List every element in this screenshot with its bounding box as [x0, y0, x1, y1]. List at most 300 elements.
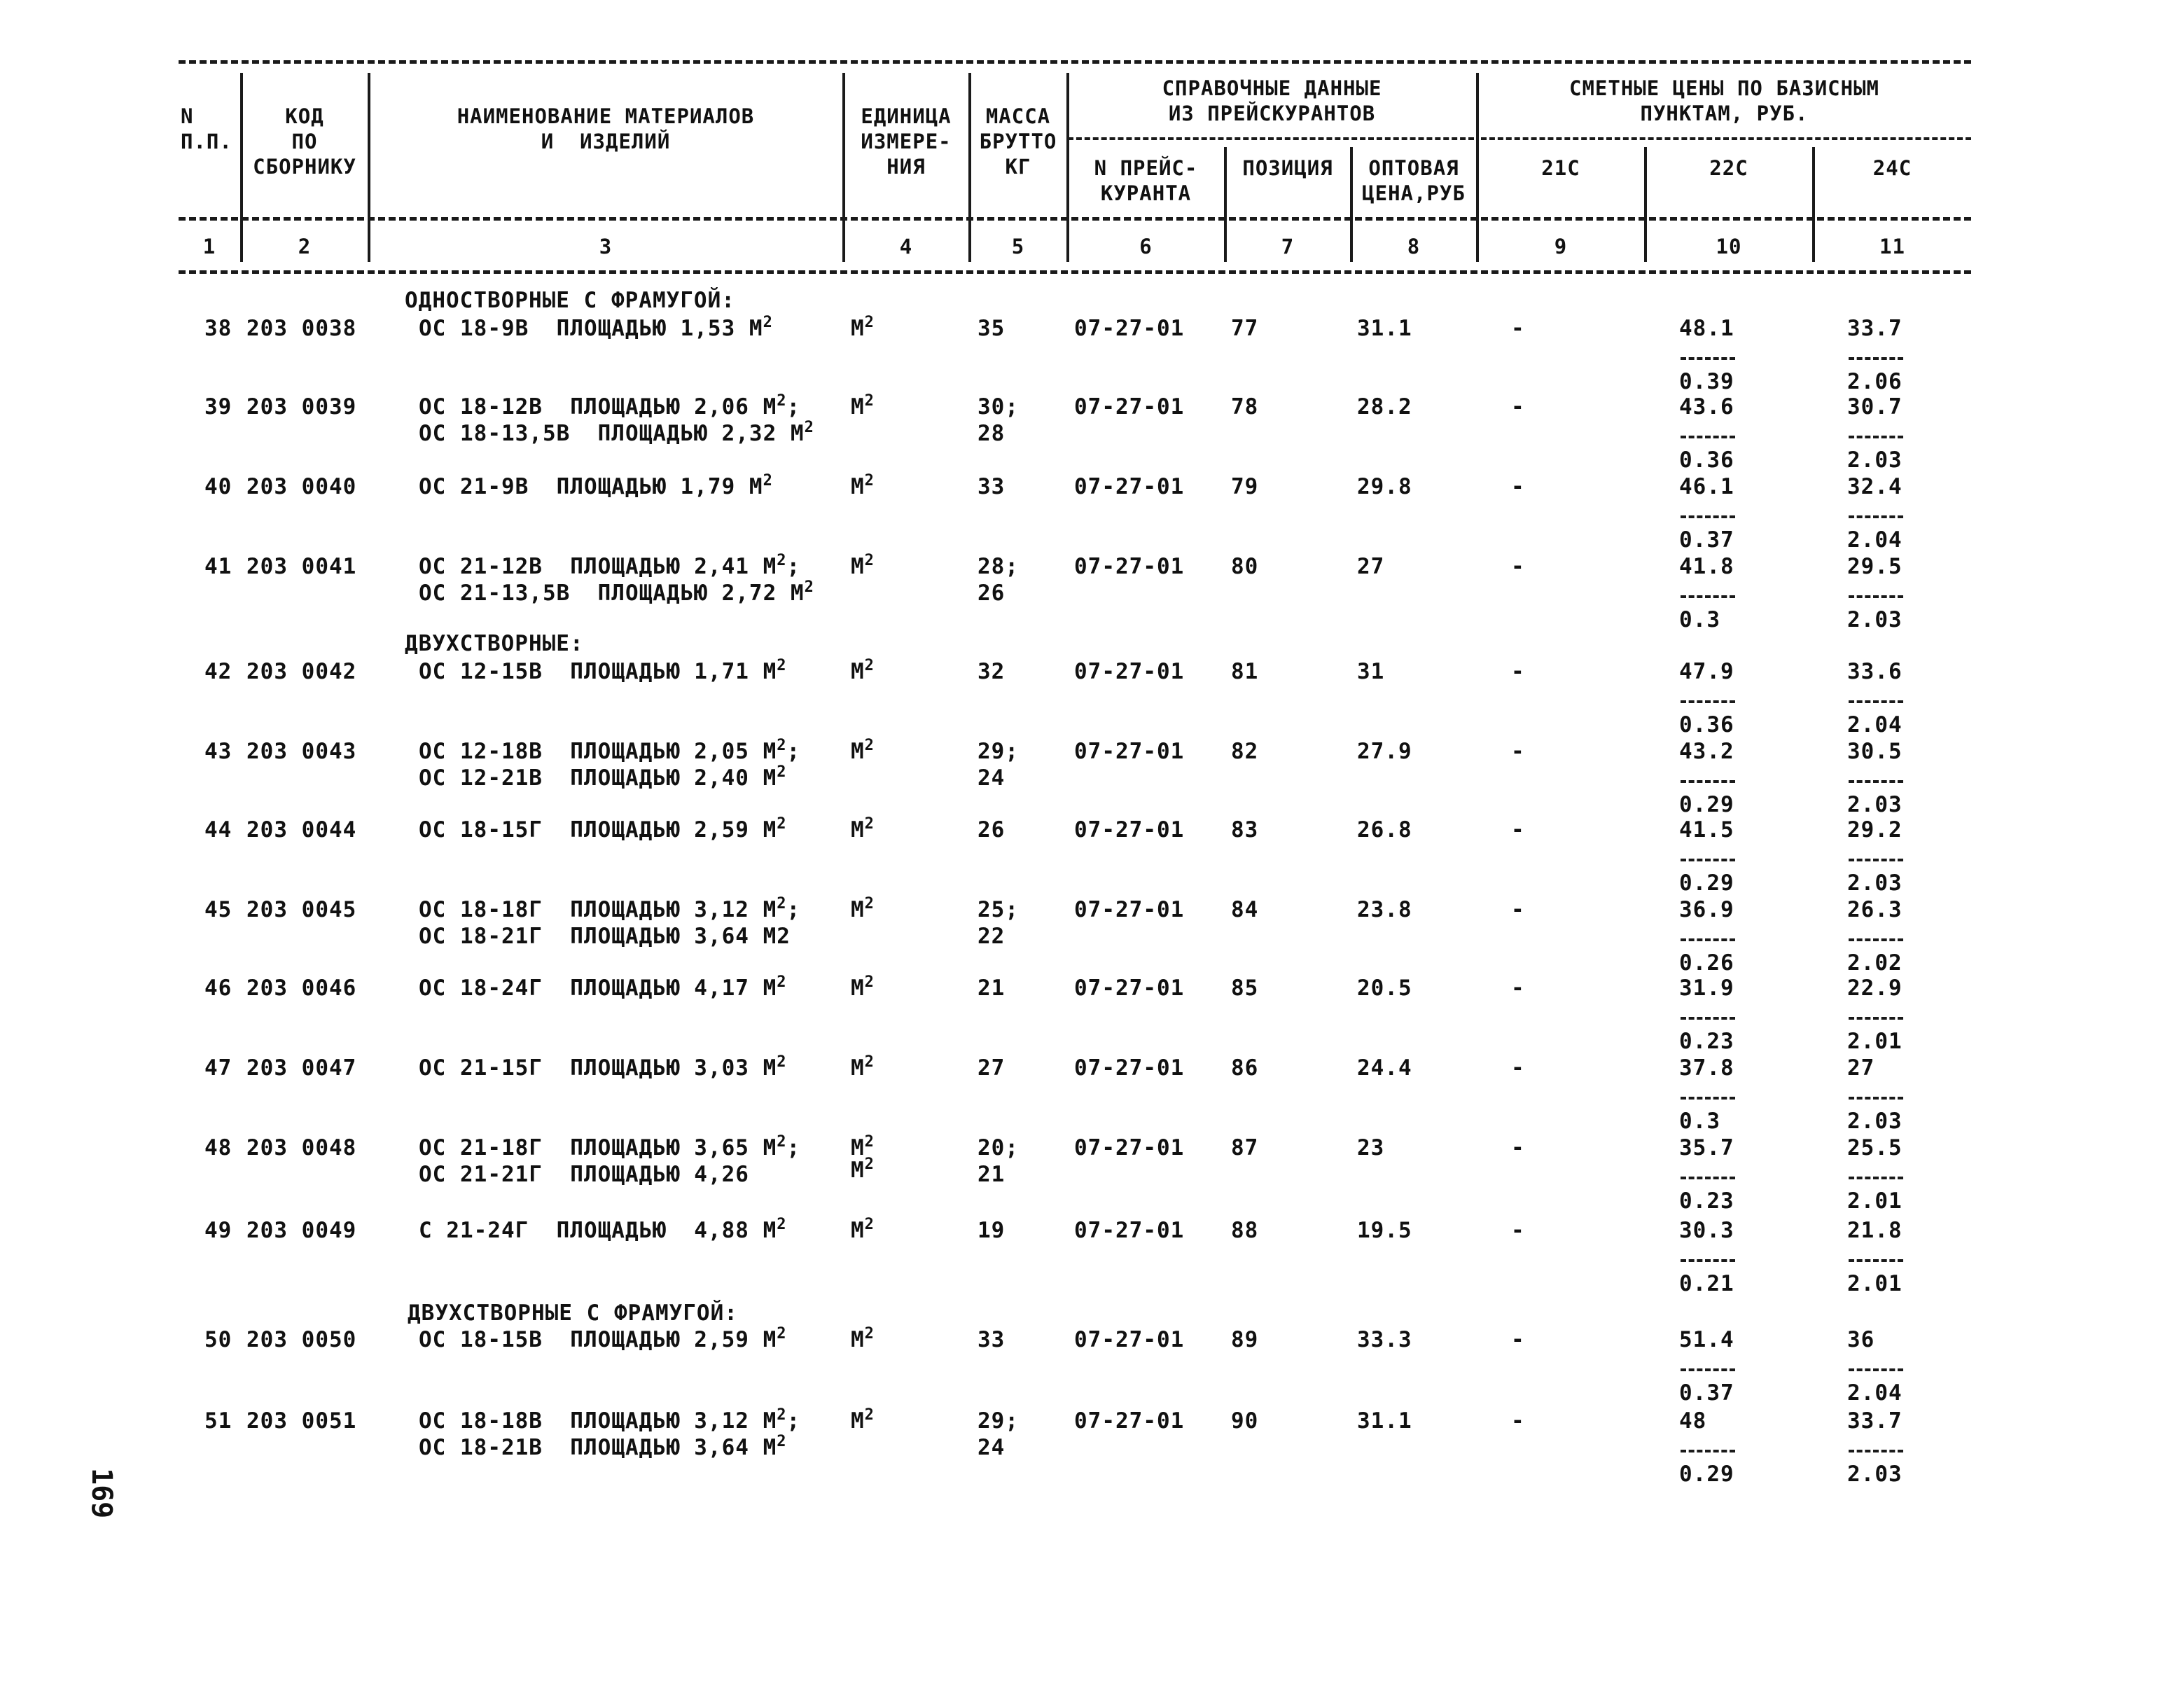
material-name-text: ОС 18-21Г ПЛОЩАДЬЮ 3,64 М2: [419, 924, 791, 949]
wholesale-price-cell: 26.8: [1357, 817, 1412, 842]
fraction-bar: [1681, 1450, 1735, 1452]
material-name-text: ОС 12-15В ПЛОЩАДЬЮ 1,71 М: [419, 659, 777, 684]
price-list-cell: 07-27-01: [1074, 817, 1185, 842]
unit-text: М: [851, 976, 865, 1001]
row-number: 49: [204, 1218, 232, 1243]
position-cell: 84: [1231, 897, 1259, 922]
exponent: 2: [864, 314, 875, 331]
col-number: 3: [599, 235, 613, 258]
exponent: 2: [777, 1406, 787, 1424]
price-list-cell: 07-27-01: [1074, 1218, 1185, 1243]
exponent: 2: [864, 815, 875, 833]
price-21c-cell: -: [1511, 739, 1525, 764]
col-number: 7: [1281, 235, 1295, 258]
fraction-bar: [1849, 1177, 1903, 1179]
row-code: 203 0039: [246, 394, 357, 419]
material-name-text: ОС 21-13,5В ПЛОЩАДЬЮ 2,72 М: [419, 581, 805, 606]
fraction-bar: [1681, 1097, 1735, 1100]
header-col-6: N ПРЕЙС- КУРАНТА: [1094, 156, 1198, 205]
section-heading: ДВУХСТВОРНЫЕ:: [405, 631, 584, 656]
exponent: 2: [864, 1216, 875, 1233]
price-22c-transport: 0.23: [1679, 1029, 1734, 1054]
price-24c-value: 32.4: [1847, 474, 1903, 499]
position-cell: 83: [1231, 817, 1259, 842]
price-22c-transport: 0.37: [1679, 1380, 1734, 1406]
row-number: 51: [204, 1408, 232, 1434]
exponent: 2: [864, 1406, 875, 1424]
mass-cell: 24: [978, 765, 1006, 791]
exponent: 2: [777, 1433, 787, 1450]
price-24c-transport: 2.03: [1847, 607, 1903, 632]
wholesale-price-cell: 31: [1357, 659, 1385, 684]
col-number: 9: [1554, 235, 1568, 258]
material-name-line: [419, 1135, 800, 1161]
position-cell: 85: [1231, 976, 1259, 1001]
mass-cell: 22: [978, 924, 1006, 949]
header-col-5: МАССА БРУТТО КГ: [979, 104, 1057, 179]
unit-text: М: [851, 394, 865, 419]
price-list-cell: 07-27-01: [1074, 897, 1185, 922]
row-number: 39: [204, 394, 232, 419]
material-name-line: [419, 1434, 787, 1461]
row-number: 45: [204, 897, 232, 922]
price-22c-value: 43.2: [1679, 739, 1734, 764]
exponent: 2: [864, 1053, 875, 1071]
material-name-line: [419, 1408, 800, 1434]
wholesale-price-cell: 33.3: [1357, 1327, 1412, 1352]
row-code: 203 0047: [246, 1055, 357, 1081]
row-number: 43: [204, 739, 232, 764]
price-24c-transport: 2.01: [1847, 1271, 1903, 1296]
material-name-text: ОС 21-9В ПЛОЩАДЬЮ 1,79 М: [419, 474, 763, 499]
unit-cell: [851, 975, 875, 1001]
row-code: 203 0043: [246, 739, 357, 764]
material-name-line: [419, 473, 773, 500]
material-name-line: [419, 553, 800, 580]
fraction-bar: [1681, 700, 1735, 703]
fraction-bar: [1849, 357, 1903, 360]
unit-text: М: [851, 659, 865, 684]
header-col-10: 22С: [1709, 156, 1748, 180]
fraction-bar: [1681, 1177, 1735, 1179]
exponent: 2: [777, 763, 787, 781]
fraction-bar: [1849, 515, 1903, 518]
unit-cell: [851, 315, 875, 342]
unit-cell: [851, 394, 875, 420]
fraction-bar: [1681, 436, 1735, 438]
fraction-bar: [1849, 1368, 1903, 1371]
position-cell: 79: [1231, 474, 1259, 499]
material-name-line: [419, 738, 800, 765]
price-24c-transport: 2.04: [1847, 1380, 1903, 1406]
price-21c-cell: -: [1511, 1218, 1525, 1243]
price-24c-transport: 2.01: [1847, 1188, 1903, 1214]
material-name-line: [419, 580, 814, 606]
price-24c-transport: 2.01: [1847, 1029, 1903, 1054]
fraction-bar: [1849, 1450, 1903, 1452]
material-name-text: ОС 18-24Г ПЛОЩАДЬЮ 4,17 М: [419, 976, 777, 1001]
col-number: 4: [899, 235, 913, 258]
wholesale-price-cell: 27: [1357, 554, 1385, 579]
fraction-bar: [1681, 595, 1735, 598]
price-22c-value: 41.5: [1679, 817, 1734, 842]
position-cell: 81: [1231, 659, 1259, 684]
row-code: 203 0046: [246, 976, 357, 1001]
name-separator: ;: [786, 394, 801, 419]
fraction-bar: [1849, 1017, 1903, 1020]
material-name-text: ОС 12-21В ПЛОЩАДЬЮ 2,40 М: [419, 765, 777, 791]
name-separator: ;: [786, 554, 801, 579]
exponent: 2: [777, 1216, 787, 1233]
col-number: 10: [1716, 235, 1742, 258]
mass-cell: 28;: [978, 554, 1019, 579]
row-code: 203 0040: [246, 474, 357, 499]
material-name-line: [419, 1217, 787, 1244]
unit-text: М: [851, 1055, 865, 1081]
price-22c-value: 30.3: [1679, 1218, 1734, 1243]
wholesale-price-cell: 28.2: [1357, 394, 1412, 419]
mass-cell: 19: [978, 1218, 1006, 1243]
price-24c-value: 33.7: [1847, 316, 1903, 341]
material-name-text: ОС 21-15Г ПЛОЩАДЬЮ 3,03 М: [419, 1055, 777, 1081]
exponent: 2: [864, 552, 875, 569]
header-col-2: КОД ПО СБОРНИКУ: [253, 104, 356, 179]
wholesale-price-cell: 31.1: [1357, 316, 1412, 341]
price-list-cell: 07-27-01: [1074, 1135, 1185, 1160]
exponent: 2: [777, 973, 787, 991]
position-cell: 78: [1231, 394, 1259, 419]
price-22c-transport: 0.29: [1679, 871, 1734, 896]
mass-cell: 21: [978, 1162, 1006, 1187]
fraction-bar: [1849, 700, 1903, 703]
price-22c-transport: 0.39: [1679, 369, 1734, 394]
price-24c-value: 33.7: [1847, 1408, 1903, 1434]
price-22c-value: 46.1: [1679, 474, 1734, 499]
material-name-line: [419, 658, 787, 685]
position-cell: 88: [1231, 1218, 1259, 1243]
unit-text: М: [851, 316, 865, 341]
price-22c-transport: 0.29: [1679, 792, 1734, 817]
price-22c-value: 51.4: [1679, 1327, 1734, 1352]
unit-text: М: [851, 739, 865, 764]
price-24c-value: 21.8: [1847, 1218, 1903, 1243]
name-separator: ;: [786, 1408, 801, 1434]
header-col-9: 21С: [1541, 156, 1580, 180]
price-21c-cell: -: [1511, 976, 1525, 1001]
unit-cell: [851, 473, 875, 500]
material-name-text: ОС 18-15Г ПЛОЩАДЬЮ 2,59 М: [419, 817, 777, 842]
price-22c-transport: 0.36: [1679, 712, 1734, 737]
exponent: 2: [777, 1053, 787, 1071]
fraction-bar: [1681, 859, 1735, 861]
name-separator: ;: [786, 1135, 801, 1160]
price-24c-value: 33.6: [1847, 659, 1903, 684]
price-21c-cell: -: [1511, 817, 1525, 842]
header-col-8: ОПТОВАЯ ЦЕНА,РУБ: [1362, 156, 1466, 205]
wholesale-price-cell: 24.4: [1357, 1055, 1412, 1081]
unit-text: М: [851, 1218, 865, 1243]
exponent: 2: [777, 1133, 787, 1151]
position-cell: 86: [1231, 1055, 1259, 1081]
material-name-text: ОС 18-21В ПЛОЩАДЬЮ 3,64 М: [419, 1435, 777, 1460]
price-24c-transport: 2.03: [1847, 1462, 1903, 1487]
price-24c-value: 26.3: [1847, 897, 1903, 922]
header-ref-group: СПРАВОЧНЫЕ ДАННЫЕ ИЗ ПРЕЙСКУРАНТОВ: [1162, 76, 1382, 125]
fraction-bar: [1849, 1097, 1903, 1100]
mass-cell: 20;: [978, 1135, 1019, 1160]
exponent: 2: [864, 657, 875, 674]
material-name-text: ОС 18-12В ПЛОЩАДЬЮ 2,06 М: [419, 394, 777, 419]
unit-cell: [851, 1217, 875, 1244]
fraction-bar: [1681, 515, 1735, 518]
price-24c-transport: 2.03: [1847, 792, 1903, 817]
wholesale-price-cell: 19.5: [1357, 1218, 1412, 1243]
row-number: 40: [204, 474, 232, 499]
row-number: 46: [204, 976, 232, 1001]
mass-cell: 32: [978, 659, 1006, 684]
price-24c-value: 29.2: [1847, 817, 1903, 842]
header-col-3: НАИМЕНОВАНИЕ МАТЕРИАЛОВ И ИЗДЕЛИЙ: [457, 104, 755, 153]
position-cell: 82: [1231, 739, 1259, 764]
price-21c-cell: -: [1511, 1408, 1525, 1434]
fraction-bar: [1849, 859, 1903, 861]
name-separator: ;: [786, 739, 801, 764]
price-21c-cell: -: [1511, 897, 1525, 922]
fraction-bar: [1681, 1259, 1735, 1262]
exponent: 2: [777, 392, 787, 410]
price-24c-value: 25.5: [1847, 1135, 1903, 1160]
price-21c-cell: -: [1511, 394, 1525, 419]
col-number: 5: [1011, 235, 1025, 258]
table-top-rule: [179, 60, 1971, 64]
fraction-bar: [1849, 1259, 1903, 1262]
price-22c-transport: 0.21: [1679, 1271, 1734, 1296]
row-number: 50: [204, 1327, 232, 1352]
material-name-text: ОС 21-12В ПЛОЩАДЬЮ 2,41 М: [419, 554, 777, 579]
material-name-text: ОС 21-21Г ПЛОЩАДЬЮ 4,26: [419, 1162, 749, 1187]
wholesale-price-cell: 27.9: [1357, 739, 1412, 764]
price-21c-cell: -: [1511, 316, 1525, 341]
unit-text: М: [851, 474, 865, 499]
price-24c-transport: 2.06: [1847, 369, 1903, 394]
exponent: 2: [777, 895, 787, 913]
material-name-line: [419, 896, 800, 923]
exponent: 2: [864, 737, 875, 754]
price-24c-value: 22.9: [1847, 976, 1903, 1001]
price-list-cell: 07-27-01: [1074, 1327, 1185, 1352]
price-list-cell: 07-27-01: [1074, 1408, 1185, 1434]
position-cell: 89: [1231, 1327, 1259, 1352]
header-price-group: СМЕТНЫЕ ЦЕНЫ ПО БАЗИСНЫМ ПУНКТАМ, РУБ.: [1569, 76, 1880, 125]
row-code: 203 0044: [246, 817, 357, 842]
header-col-7: ПОЗИЦИЯ: [1242, 156, 1333, 180]
material-name-line: [419, 765, 787, 791]
price-22c-value: 48.1: [1679, 316, 1734, 341]
material-name-line: [419, 1055, 787, 1081]
section-heading: ДВУХСТВОРНЫЕ С ФРАМУГОЙ:: [408, 1301, 738, 1326]
price-list-cell: 07-27-01: [1074, 739, 1185, 764]
material-name-text: ОС 18-13,5В ПЛОЩАДЬЮ 2,32 М: [419, 421, 805, 446]
material-name-line: [419, 923, 791, 950]
fraction-bar: [1849, 595, 1903, 598]
price-21c-cell: -: [1511, 554, 1525, 579]
price-list-cell: 07-27-01: [1074, 554, 1185, 579]
row-code: 203 0051: [246, 1408, 357, 1434]
exponent: 2: [864, 1133, 875, 1151]
material-name-line: [419, 394, 800, 420]
fraction-bar: [1681, 1017, 1735, 1020]
exponent: 2: [777, 737, 787, 754]
price-22c-value: 48: [1679, 1408, 1707, 1434]
exponent: 2: [777, 815, 787, 833]
price-list-cell: 07-27-01: [1074, 1055, 1185, 1081]
mass-cell: 33: [978, 474, 1006, 499]
header-col-4: ЕДИНИЦА ИЗМЕРЕ- НИЯ: [861, 104, 952, 179]
header-col-1: N П.П.: [181, 104, 232, 153]
price-24c-value: 29.5: [1847, 554, 1903, 579]
mass-cell: 35: [978, 316, 1006, 341]
price-24c-value: 30.7: [1847, 394, 1903, 419]
header-col-11: 24С: [1872, 156, 1912, 180]
price-22c-value: 36.9: [1679, 897, 1734, 922]
unit-text: М: [851, 817, 865, 842]
mass-cell: 29;: [978, 1408, 1019, 1434]
unit-cell: [851, 1055, 875, 1081]
price-group-rule: [1481, 137, 1971, 140]
exponent: 2: [864, 895, 875, 913]
fraction-bar: [1681, 780, 1735, 783]
col-number: 8: [1407, 235, 1421, 258]
exponent: 2: [864, 1156, 875, 1173]
wholesale-price-cell: 31.1: [1357, 1408, 1412, 1434]
unit-cell: [851, 658, 875, 685]
fraction-bar: [1849, 780, 1903, 783]
col-number: 1: [202, 235, 216, 258]
material-name-line: [419, 975, 787, 1001]
unit-cell: [851, 738, 875, 765]
price-24c-value: 30.5: [1847, 739, 1903, 764]
price-24c-transport: 2.03: [1847, 448, 1903, 473]
unit-text: М: [851, 1158, 865, 1183]
wholesale-price-cell: 23.8: [1357, 897, 1412, 922]
fraction-bar: [1681, 1368, 1735, 1371]
unit-cell: [851, 1408, 875, 1434]
unit-text: М: [851, 1327, 865, 1352]
price-24c-transport: 2.04: [1847, 527, 1903, 553]
position-cell: 80: [1231, 554, 1259, 579]
row-number: 38: [204, 316, 232, 341]
price-22c-value: 35.7: [1679, 1135, 1734, 1160]
unit-cell: [851, 1326, 875, 1353]
exponent: 2: [804, 419, 814, 436]
price-21c-cell: -: [1511, 659, 1525, 684]
row-code: 203 0045: [246, 897, 357, 922]
mass-cell: 27: [978, 1055, 1006, 1081]
material-name-text: С 21-24Г ПЛОЩАДЬЮ 4,88 М: [419, 1218, 777, 1243]
row-code: 203 0048: [246, 1135, 357, 1160]
price-22c-transport: 0.29: [1679, 1462, 1734, 1487]
exponent: 2: [864, 1325, 875, 1343]
mass-cell: 33: [978, 1327, 1006, 1352]
unit-text: М: [851, 1408, 865, 1434]
material-name-line: [419, 1326, 787, 1353]
exponent: 2: [777, 1325, 787, 1343]
material-name-text: ОС 12-18В ПЛОЩАДЬЮ 2,05 М: [419, 739, 777, 764]
material-name-line: [419, 420, 814, 447]
unit-cell: [851, 817, 875, 843]
material-name-line: [419, 1161, 749, 1188]
fraction-bar: [1681, 938, 1735, 941]
wholesale-price-cell: 29.8: [1357, 474, 1412, 499]
ref-group-rule: [1068, 137, 1474, 140]
exponent: 2: [864, 392, 875, 410]
exponent: 2: [864, 472, 875, 490]
exponent: 2: [777, 657, 787, 674]
mass-cell: 26: [978, 581, 1006, 606]
exponent: 2: [864, 973, 875, 991]
price-22c-value: 31.9: [1679, 976, 1734, 1001]
material-name-text: ОС 18-9В ПЛОЩАДЬЮ 1,53 М: [419, 316, 763, 341]
price-list-cell: 07-27-01: [1074, 976, 1185, 1001]
exponent: 2: [777, 552, 787, 569]
price-24c-value: 36: [1847, 1327, 1875, 1352]
price-24c-transport: 2.03: [1847, 1109, 1903, 1134]
price-22c-transport: 0.26: [1679, 950, 1734, 976]
exponent: 2: [763, 472, 773, 490]
row-code: 203 0049: [246, 1218, 357, 1243]
price-22c-value: 47.9: [1679, 659, 1734, 684]
price-22c-transport: 0.3: [1679, 607, 1720, 632]
col-number: 2: [298, 235, 312, 258]
wholesale-price-cell: 23: [1357, 1135, 1385, 1160]
material-name-text: ОС 18-18Г ПЛОЩАДЬЮ 3,12 М: [419, 897, 777, 922]
fraction-bar: [1681, 357, 1735, 360]
unit-text: М: [851, 1135, 865, 1160]
row-number: 42: [204, 659, 232, 684]
price-22c-transport: 0.36: [1679, 448, 1734, 473]
price-list-cell: 07-27-01: [1074, 316, 1185, 341]
price-list-cell: 07-27-01: [1074, 394, 1185, 419]
fraction-bar: [1849, 436, 1903, 438]
material-name-line: [419, 315, 773, 342]
row-code: 203 0050: [246, 1327, 357, 1352]
price-list-cell: 07-27-01: [1074, 659, 1185, 684]
header-number-rule: [179, 217, 1971, 221]
mass-cell: 25;: [978, 897, 1019, 922]
mass-cell: 26: [978, 817, 1006, 842]
price-22c-transport: 0.23: [1679, 1188, 1734, 1214]
page-number: 169: [85, 1468, 118, 1519]
row-number: 41: [204, 554, 232, 579]
price-list-cell: 07-27-01: [1074, 474, 1185, 499]
unit-cell: [851, 1157, 875, 1184]
header-bottom-rule: [179, 270, 1971, 274]
name-separator: ;: [786, 897, 801, 922]
unit-text: М: [851, 554, 865, 579]
row-code: 203 0041: [246, 554, 357, 579]
section-heading: ОДНОСТВОРНЫЕ С ФРАМУГОЙ:: [405, 288, 735, 313]
price-21c-cell: -: [1511, 474, 1525, 499]
price-22c-value: 37.8: [1679, 1055, 1734, 1081]
wholesale-price-cell: 20.5: [1357, 976, 1412, 1001]
unit-cell: [851, 553, 875, 580]
row-number: 47: [204, 1055, 232, 1081]
mass-cell: 28: [978, 421, 1006, 446]
price-21c-cell: -: [1511, 1135, 1525, 1160]
exponent: 2: [804, 578, 814, 596]
unit-cell: [851, 896, 875, 923]
price-22c-transport: 0.3: [1679, 1109, 1720, 1134]
